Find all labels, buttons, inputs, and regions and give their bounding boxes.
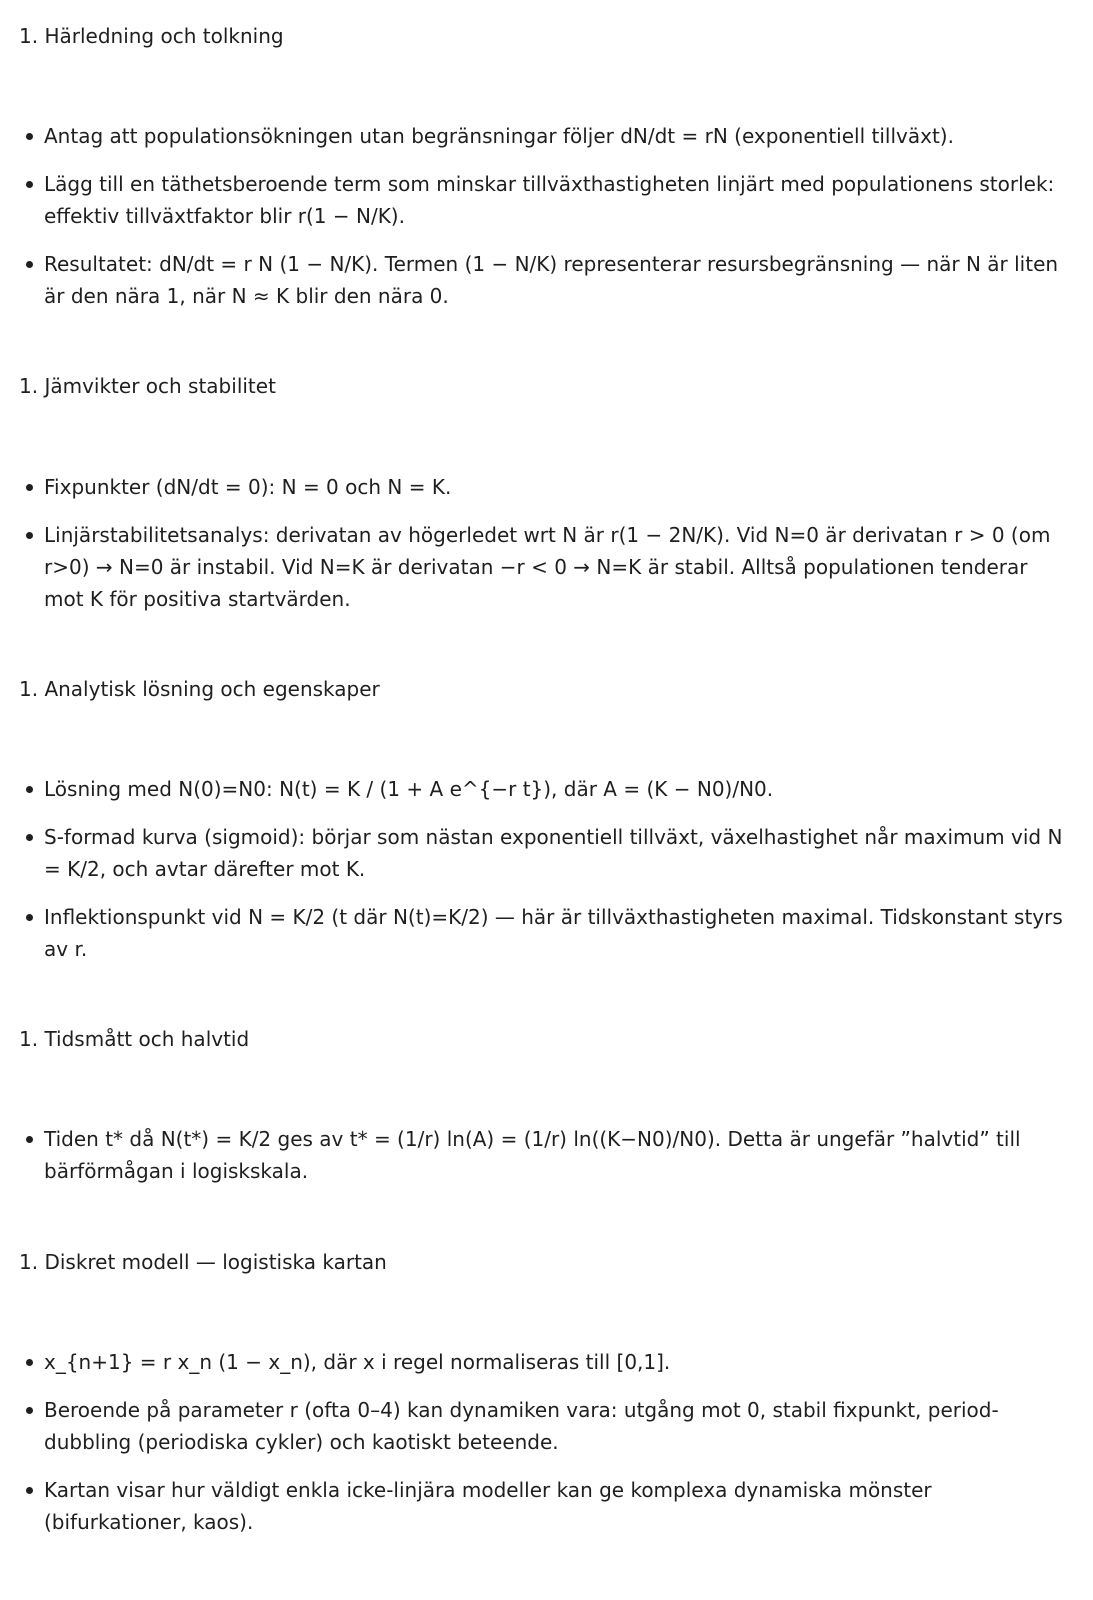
list-item: x_{n+1} = r x_n (1 − x_n), där x i regel normaliseras till [0,1].	[44, 1346, 1064, 1378]
list-item: Lösning med N(0)=N0: N(t) = K / (1 + A e^{−r t}), där A = (K − N0)/N0.	[44, 773, 1064, 805]
list-item: Fixpunkter (dN/dt = 0): N = 0 och N = K.	[44, 471, 1064, 503]
list-item: Inflektionspunkt vid N = K/2 (t där N(t)=K/2) — här är tillväxthastigheten maximal. Tidskonstant styrs av r.	[44, 901, 1064, 965]
list-item: Tiden t* då N(t*) = K/2 ges av t* = (1/r) ln(A) = (1/r) ln((K−N0)/N0). Detta är ungefär ”halvtid” till bärförmågan i logiskskala.	[44, 1123, 1064, 1187]
list-item: Kartan visar hur väldigt enkla icke-linjära modeller kan ge komplexa dynamiska mönster (bifurkationer, kaos).	[44, 1474, 1064, 1538]
section-heading: 1. Analytisk lösning och egenskaper	[19, 677, 380, 701]
section-heading: 1. Härledning och tolkning	[19, 24, 284, 48]
list-item: S-formad kurva (sigmoid): börjar som nästan exponentiell tillväxt, växelhastighet når maximum vid N = K/2, och avtar därefter mot K.	[44, 821, 1064, 885]
list-item: Lägg till en täthetsberoende term som minskar tillväxthastigheten linjärt med populationens storlek: effektiv tillväxtfaktor blir r(1 − N/K).	[44, 168, 1064, 232]
list-item: Antag att populationsökningen utan begränsningar följer dN/dt = rN (exponentiell tillväxt).	[44, 120, 1064, 152]
section-heading: 1. Jämvikter och stabilitet	[19, 374, 276, 398]
list-item: Beroende på parameter r (ofta 0–4) kan dynamiken vara: utgång mot 0, stabil fixpunkt, period-dubbling (periodiska cykler) och kaotiskt beteende.	[44, 1394, 1064, 1458]
list-item: Linjärstabilitetsanalys: derivatan av högerledet wrt N är r(1 − 2N/K). Vid N=0 är derivatan r > 0 (om r>0) → N=0 är instabil. Vid N=K är derivatan −r < 0 → N=K är stabil. Alltså populationen tenderar mot K för positiva startvärden.	[44, 519, 1064, 615]
section-heading: 1. Tidsmått och halvtid	[19, 1027, 250, 1051]
list-item: Resultatet: dN/dt = r N (1 − N/K). Termen (1 − N/K) representerar resursbegränsning — när N är liten är den nära 1, när N ≈ K blir den nära 0.	[44, 248, 1064, 312]
section-heading: 1. Diskret modell — logistiska kartan	[19, 1250, 387, 1274]
